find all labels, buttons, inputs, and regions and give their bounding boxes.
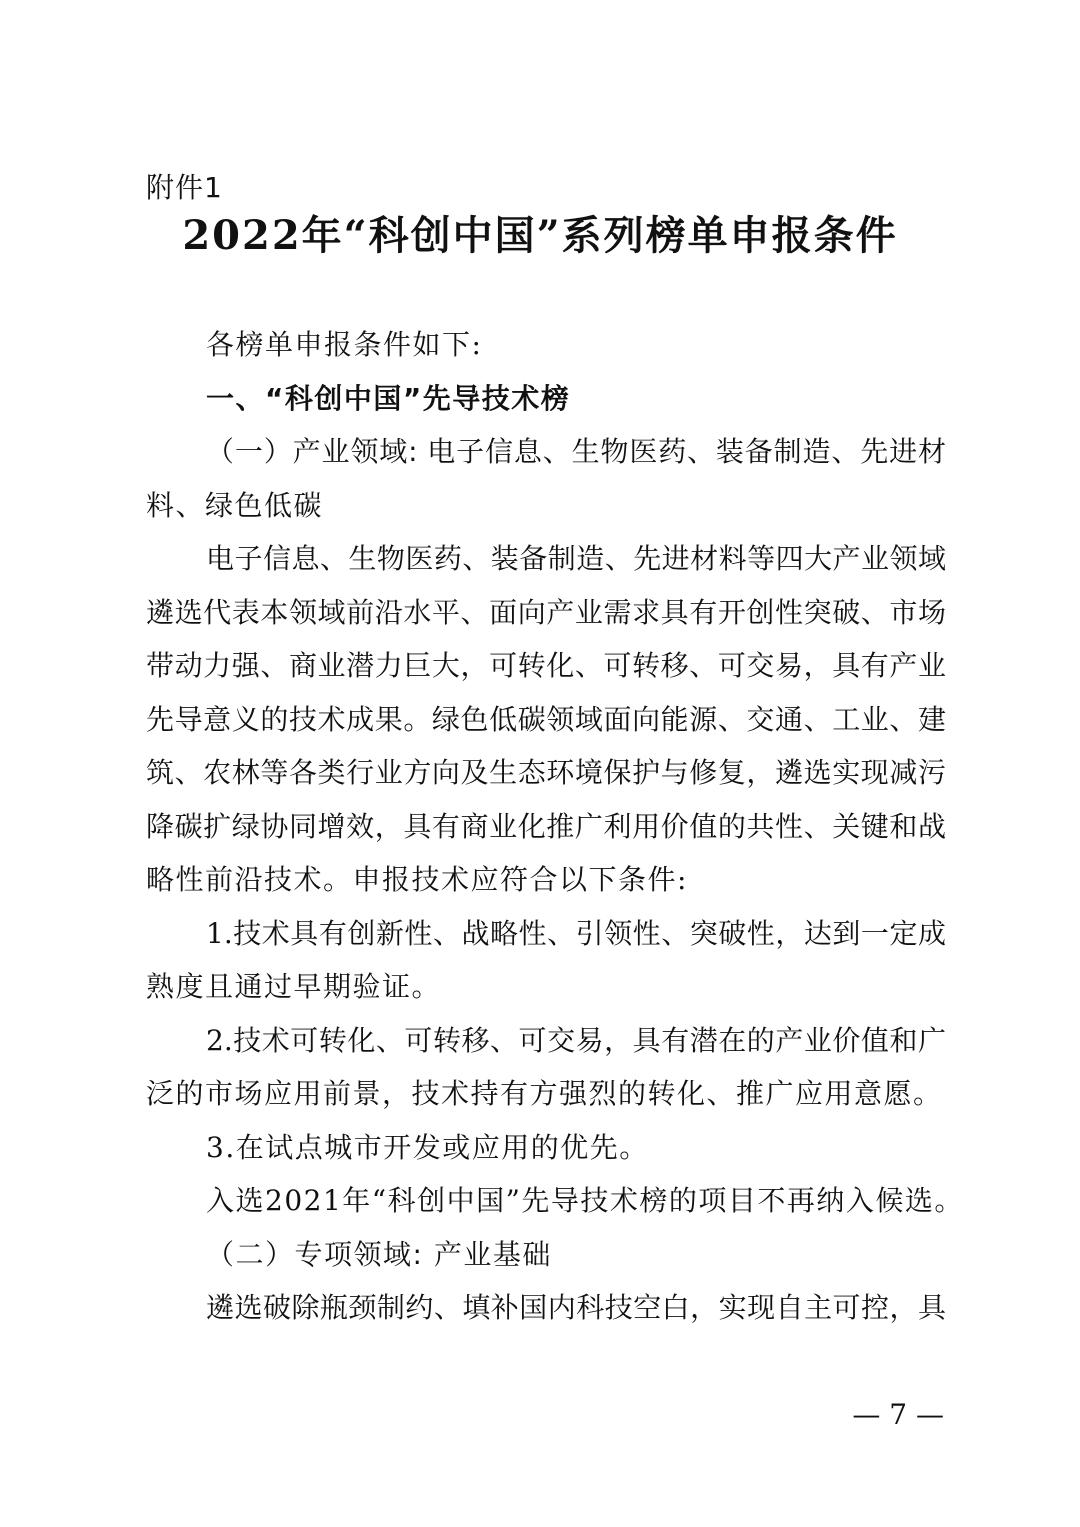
document-body bbox=[146, 318, 964, 1335]
paragraph-line: 遴选代表本领域前沿水平、面向产业需求具有开创性突破、市场 bbox=[146, 595, 946, 629]
document-title: 2022年“科创中国”系列榜单申报条件 bbox=[182, 212, 898, 259]
condition-item-2-continued: 泛的市场应用前景，技术持有方强烈的转化、推广应用意愿。 bbox=[146, 1077, 943, 1110]
condition-item-1-continued: 熟度且通过早期验证。 bbox=[146, 970, 442, 1003]
paragraph-line: 电子信息、生物医药、装备制造、先进材料等四大产业领域 bbox=[206, 542, 946, 575]
condition-item-1: 1.技术具有创新性、战略性、引领性、突破性，达到一定成 bbox=[206, 916, 946, 950]
condition-item-3: 3.在试点城市开发或应用的优先。 bbox=[206, 1130, 649, 1164]
attachment-label: 附件1 bbox=[146, 171, 223, 204]
paragraph-line: 先导意义的技术成果。绿色低碳领域面向能源、交通、工业、建 bbox=[146, 702, 946, 736]
subsection-heading-continued: 料、绿色低碳 bbox=[146, 488, 324, 522]
subsection-heading: （一）产业领域: 电子信息、生物医药、装备制造、先进材 bbox=[206, 435, 946, 468]
exclusion-note: 入选2021年“科创中国”先导技术榜的项目不再纳入候选。 bbox=[206, 1184, 964, 1217]
section-heading: 一、“科创中国”先导技术榜 bbox=[206, 381, 571, 415]
page-number: — 7 — bbox=[852, 1398, 944, 1431]
intro-line: 各榜单申报条件如下: bbox=[206, 328, 483, 361]
subsection-heading: （二）专项领域: 产业基础 bbox=[206, 1237, 552, 1271]
condition-item-2: 2.技术可转化、可转移、可交易，具有潜在的产业价值和广 bbox=[206, 1023, 946, 1057]
paragraph-line: 筑、农林等各类行业方向及生态环境保护与修复，遴选实现减污 bbox=[146, 756, 946, 789]
paragraph-line: 略性前沿技术。申报技术应符合以下条件: bbox=[146, 863, 688, 896]
paragraph-line: 带动力强、商业潜力巨大，可转化、可转移、可交易，具有产业 bbox=[146, 649, 946, 682]
paragraph-line: 遴选破除瓶颈制约、填补国内科技空白，实现自主可控，具 bbox=[206, 1291, 946, 1324]
paragraph-line: 降碳扩绿协同增效，具有商业化推广利用价值的共性、关键和战 bbox=[146, 809, 946, 843]
